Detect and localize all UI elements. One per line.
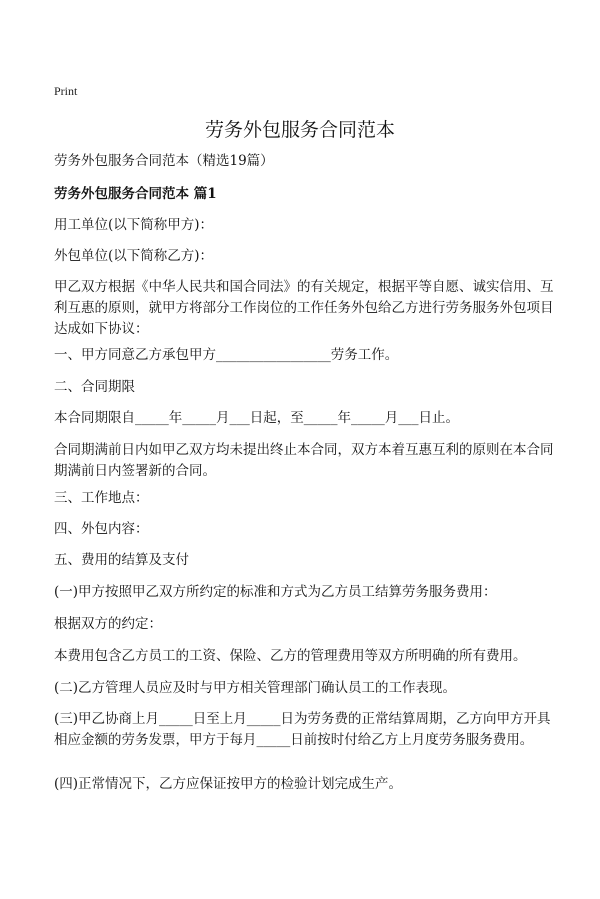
paragraph-contractor: 外包单位(以下简称乙方)： bbox=[54, 248, 214, 264]
paragraph-clause-3: 三、工作地点： bbox=[54, 490, 149, 506]
paragraph-clause-2-heading: 二、合同期限 bbox=[54, 379, 135, 395]
paragraph-clause-4: 四、外包内容： bbox=[54, 521, 149, 537]
paragraph-agreement: 根据双方的约定： bbox=[54, 616, 162, 632]
paragraph-clause-1: 一、甲方同意乙方承包甲方_________________劳务工作。 bbox=[54, 347, 399, 363]
paragraph-contract-term: 本合同期限自_____年_____月___日起，至_____年_____月___日止。 bbox=[54, 410, 459, 426]
paragraph-clause-5-heading: 五、费用的结算及支付 bbox=[54, 552, 189, 568]
document-title: 劳务外包服务合同范本 bbox=[204, 119, 395, 141]
section-heading: 劳务外包服务合同范本 篇1 bbox=[54, 186, 217, 202]
paragraph-payment-2: (二)乙方管理人员应及时与甲方相关管理部门确认员工的工作表现。 bbox=[54, 680, 457, 696]
paragraph-renewal: 合同期满前日内如甲乙双方均未提出终止本合同，双方本着互惠互利的原则在本合同期满前日内签署新的合同。 bbox=[54, 442, 554, 479]
paragraph-preamble: 甲乙双方根据《中华人民共和国合同法》的有关规定，根据平等自愿、诚实信用、互利互惠的原则，就甲方将部分工作岗位的工作任务外包给乙方进行劳务服务外包项目达成如下协议： bbox=[54, 279, 554, 337]
document-subtitle: 劳务外包服务合同范本（精选19篇） bbox=[54, 153, 274, 169]
paragraph-employer: 用工单位(以下简称甲方)： bbox=[54, 217, 214, 233]
paragraph-payment-4: (四)正常情况下，乙方应保证按甲方的检验计划完成生产。 bbox=[54, 776, 403, 792]
paragraph-fees-included: 本费用包含乙方员工的工资、保险、乙方的管理费用等双方所明确的所有费用。 bbox=[54, 648, 527, 664]
paragraph-payment-3: (三)甲乙协商上月_____日至上月_____日为劳务费的正常结算周期，乙方向甲方开具相应金额的劳务发票，甲方于每月_____日前按时付给乙方上月度劳务服务费用。 bbox=[54, 711, 551, 748]
print-label: Print bbox=[54, 84, 78, 98]
paragraph-payment-1: (一)甲方按照甲乙双方所约定的标准和方式为乙方员工结算劳务服务费用： bbox=[54, 584, 497, 600]
